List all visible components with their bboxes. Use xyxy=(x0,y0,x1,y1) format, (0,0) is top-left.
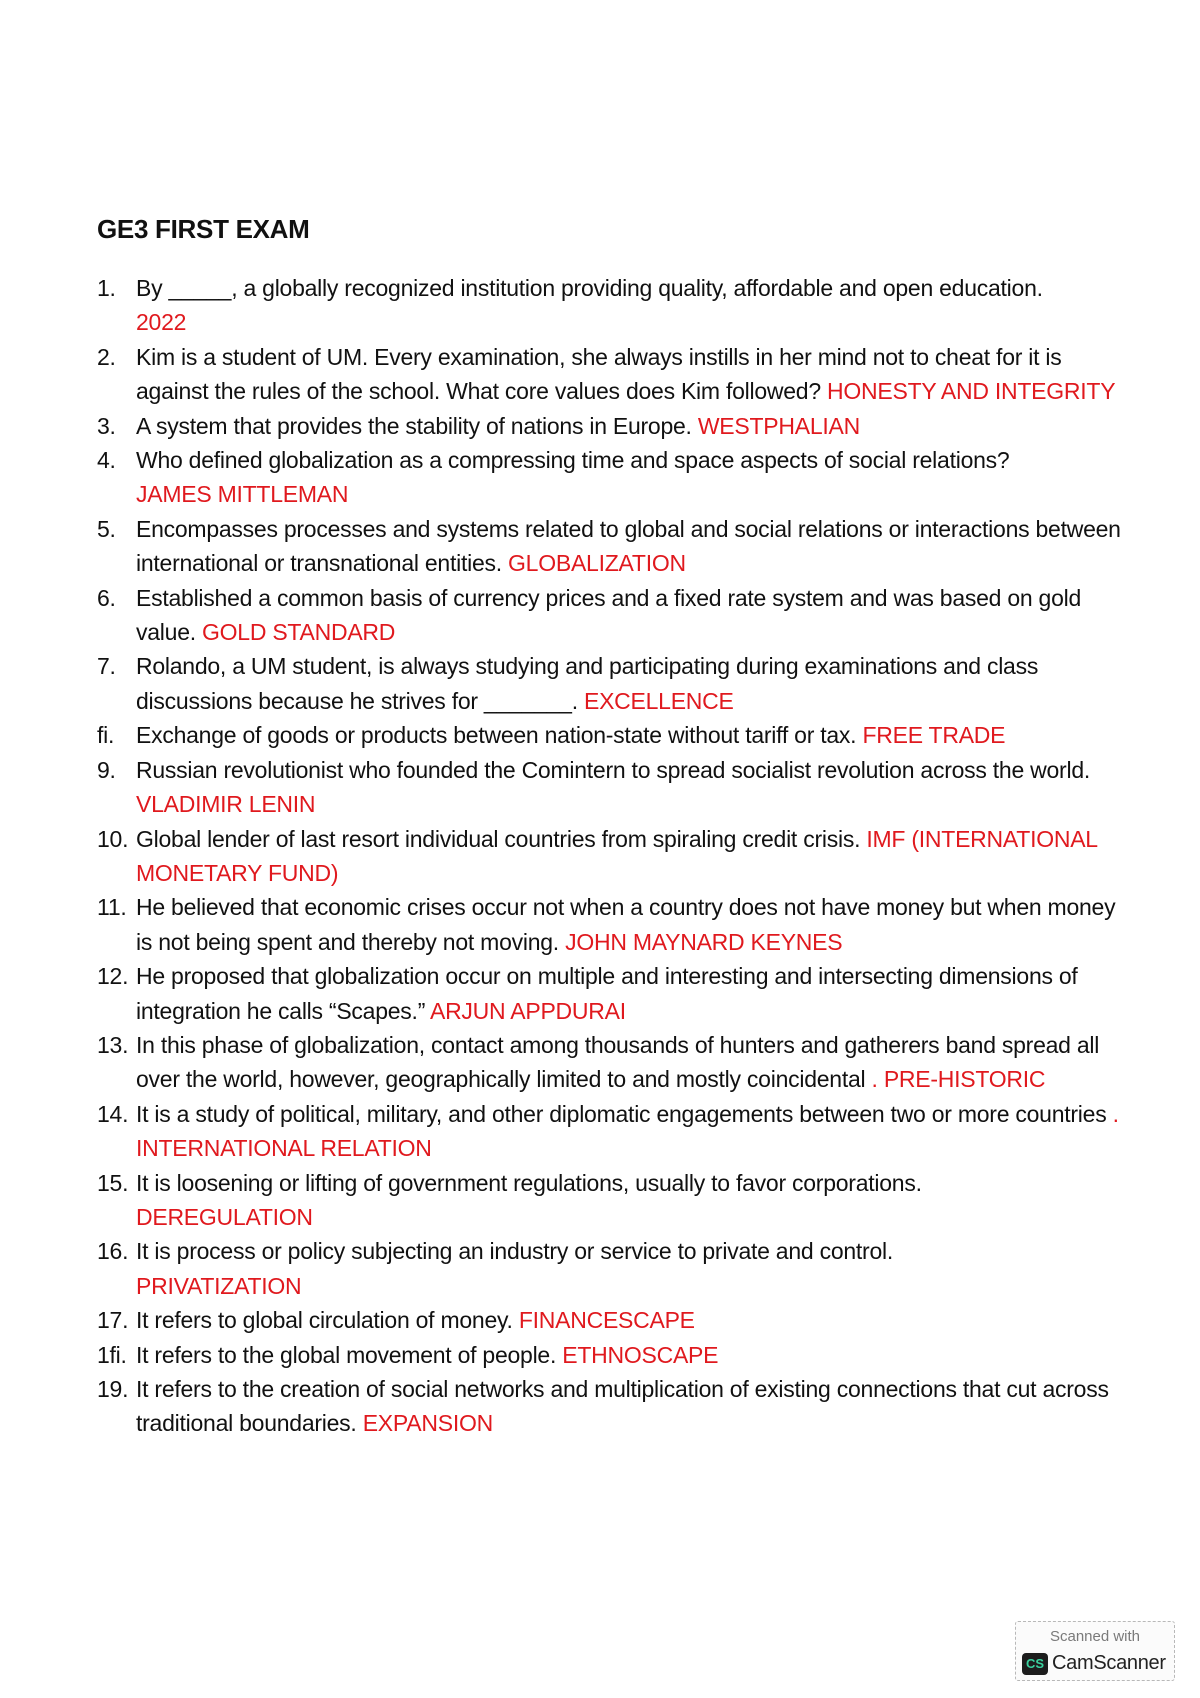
answer-text: DEREGULATION xyxy=(136,1203,313,1230)
answer-text: ETHNOSCAPE xyxy=(562,1341,719,1368)
answer-text: . PRE-HISTORIC xyxy=(871,1066,1046,1093)
question-text: He proposed that globalization occur on multiple and interesting and intersecting dimensions of integration he calls “Scapes.” xyxy=(136,963,1078,1024)
question-item xyxy=(97,1028,1137,1097)
question-item xyxy=(97,959,1137,1028)
question-number: 17. xyxy=(97,1307,129,1334)
answer-text: GLOBALIZATION xyxy=(508,550,686,577)
question-number: 12. xyxy=(97,963,129,990)
question-item xyxy=(97,409,1137,443)
answer-text: . INTERNATIONAL RELATION xyxy=(136,1100,1119,1162)
answer-text: ARJUN APPDURAI xyxy=(429,997,626,1024)
question-text: Rolando, a UM student, is always studying and participating during examinations and class discussions because he strives for _______. xyxy=(136,653,1039,714)
question-item xyxy=(97,1338,1137,1372)
question-number: 1. xyxy=(97,275,116,301)
camscanner-name: CamScanner xyxy=(1052,1652,1166,1674)
question-text: He believed that economic crises occur not when a country does not have money but when money is not being spent and thereby not moving. xyxy=(136,894,1116,955)
question-item xyxy=(97,1303,1137,1337)
question-number: 6. xyxy=(97,584,116,611)
question-text: Exchange of goods or products between nation-state without tariff or tax. xyxy=(136,722,857,749)
question-item xyxy=(97,718,1137,752)
scanned-with-label: Scanned with xyxy=(1049,1628,1141,1645)
answer-text: WESTPHALIAN xyxy=(697,412,860,439)
answer-text: JAMES MITTLEMAN xyxy=(136,481,349,508)
answer-text: 2022 xyxy=(136,309,187,336)
question-number: 11. xyxy=(97,894,127,921)
question-number: 13. xyxy=(97,1031,129,1058)
answer-text: FREE TRADE xyxy=(862,722,1006,749)
question-item xyxy=(97,753,1137,822)
question-number: 9. xyxy=(97,756,116,783)
answer-text: FINANCESCAPE xyxy=(518,1307,695,1334)
question-number: 7. xyxy=(97,653,116,680)
question-text: Who defined globalization as a compressing time and space aspects of social relations? xyxy=(136,447,1010,474)
question-item xyxy=(97,1166,1137,1235)
question-item xyxy=(97,340,1137,409)
question-item xyxy=(97,649,1137,718)
question-number: 10. xyxy=(97,825,129,852)
question-number: 16. xyxy=(97,1238,129,1265)
question-text: A system that provides the stability of nations in Europe. xyxy=(136,412,692,439)
answer-text: EXCELLENCE xyxy=(584,687,734,714)
question-text: Kim is a student of UM. Every examination, she always instills in her mind not to cheat for it is against the rules of the school. What core values does Kim followed? xyxy=(136,343,1062,405)
question-number: 2. xyxy=(97,343,116,370)
question-text: It refers to the global movement of people. xyxy=(136,1341,557,1368)
question-item xyxy=(97,890,1137,959)
question-text: By _____, a globally recognized institution providing quality, affordable and open education. xyxy=(136,275,1043,301)
question-text: Established a common basis of currency prices and a fixed rate system and was based on gold value. xyxy=(136,584,1082,646)
question-text: In this phase of globalization, contact among thousands of hunters and gatherers band spread all over the world, however, geographically limited to and mostly coincidental xyxy=(136,1031,1100,1093)
question-number: 1fi. xyxy=(97,1341,127,1368)
question-item xyxy=(97,1234,1137,1303)
question-item xyxy=(97,512,1137,581)
page-title: GE3 FIRST EXAM xyxy=(97,214,310,244)
question-text: It is loosening or lifting of government regulations, usually to favor corporations. xyxy=(136,1169,922,1196)
question-number: 5. xyxy=(97,515,116,542)
question-item xyxy=(97,822,1137,891)
question-number: 3. xyxy=(97,412,116,439)
answer-text: VLADIMIR LENIN xyxy=(136,791,316,818)
answer-text: IMF (INTERNATIONAL MONETARY FUND) xyxy=(136,825,1097,886)
question-number: 15. xyxy=(97,1169,129,1196)
scanner-watermark xyxy=(1015,1621,1175,1681)
answer-text: PRIVATIZATION xyxy=(136,1272,302,1299)
question-text: Global lender of last resort individual countries from spiraling credit crisis. xyxy=(136,825,861,852)
answer-text: EXPANSION xyxy=(362,1410,493,1437)
answer-text: GOLD STANDARD xyxy=(202,619,396,646)
question-text: Encompasses processes and systems related to global and social relations or interactions between international or transnational entities. xyxy=(136,515,1121,577)
question-item xyxy=(97,581,1137,650)
question-text: It is process or policy subjecting an industry or service to private and control. xyxy=(136,1238,893,1265)
answer-text: HONESTY AND INTEGRITY xyxy=(827,378,1116,405)
question-text: It refers to the creation of social networks and multiplication of existing connections that cut across traditional boundaries. xyxy=(136,1376,1109,1437)
camscanner-logo-icon: CS xyxy=(1022,1653,1048,1675)
question-number: 19. xyxy=(97,1376,129,1402)
question-list xyxy=(97,271,1137,1441)
question-number: fi. xyxy=(97,722,115,749)
question-item xyxy=(97,443,1137,512)
answer-text: JOHN MAYNARD KEYNES xyxy=(565,928,843,955)
question-item xyxy=(97,1097,1137,1166)
question-text: Russian revolutionist who founded the Comintern to spread socialist revolution across the world. xyxy=(136,756,1091,783)
question-number: 4. xyxy=(97,447,116,474)
question-number: 14. xyxy=(97,1100,129,1127)
question-text: It refers to global circulation of money. xyxy=(136,1307,513,1334)
question-item xyxy=(97,1372,1137,1441)
question-text: It is a study of political, military, and other diplomatic engagements between two or more countries xyxy=(136,1100,1107,1127)
question-item xyxy=(97,271,1137,340)
